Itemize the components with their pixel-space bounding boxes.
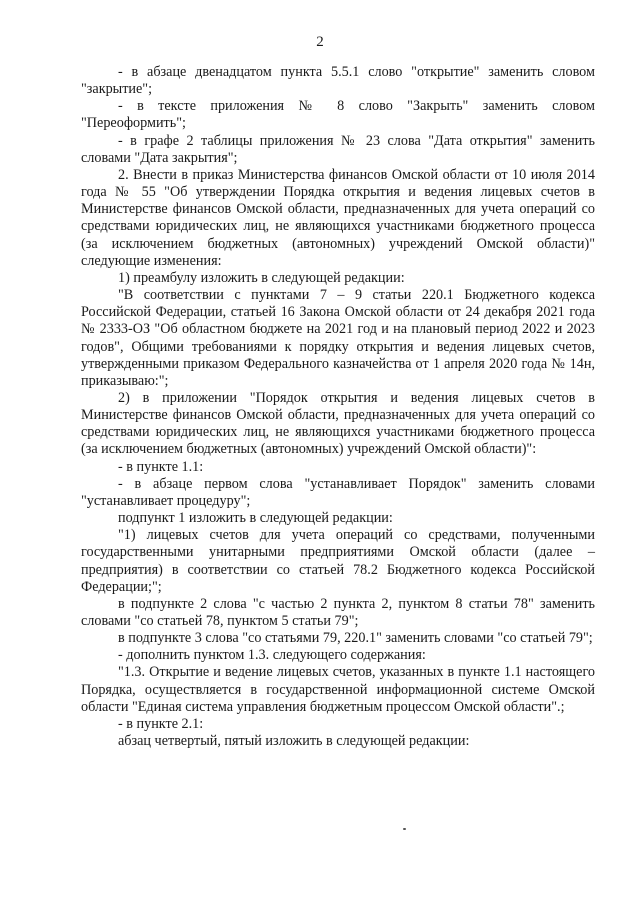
paragraph-subitem-1-intro: подпункт 1 изложить в следующей редакции: xyxy=(118,510,393,527)
paragraph-item-1-1: - в пункте 1.1: xyxy=(118,458,204,475)
paragraph-preamble-intro: 1) преамбулу изложить в следующей редакции: xyxy=(118,269,405,286)
paragraph-subitem-3: в подпункте 3 слова "со статьями 79, 220.1" заменить словами "со статьей 79"; xyxy=(118,630,593,647)
paragraph-appendix-order: 2) в приложении "Порядок открытия и ведения лицевых счетов в Министерстве финансов Омской области, предназначенных для учета операций со средствами юридических лиц, не являющихся участниками бюджетного процесса (за исключением бюджетных (автономных) учреждений Омской области)": xyxy=(81,389,595,458)
paragraph-item-2-1: - в пункте 2.1: xyxy=(118,715,204,732)
paragraph-subitem-2: в подпункте 2 слова "с частью 2 пункта 2, пунктом 8 статьи 78" заменить словами "со статьей 78, пунктом 5 статьи 79"; xyxy=(81,595,595,629)
document-body xyxy=(81,64,595,750)
paragraph-subitem-1-text: "1) лицевых счетов для учета операций со средствами, полученными государственными унитарными предприятиями Омской области (далее – предприятия) в соответствии со статьей 78.2 Бюджетного кодекса Российской Федерации;"; xyxy=(81,527,595,595)
paragraph-appendix-8: - в тексте приложения № 8 слово "Закрыть" заменить словом "Переоформить"; xyxy=(81,98,595,132)
paragraph-item-1-3-text: "1.3. Открытие и ведение лицевых счетов, указанных в пункте 1.1 настоящего Порядка, осуществляется в государственной информационной системе Омской области "Единая система управления бюджетным процессом Омской области".; xyxy=(81,664,595,715)
paragraph-replace-opening-word: - в абзаце двенадцатом пункта 5.5.1 слово "открытие" заменить словом "закрытие"; xyxy=(81,64,595,98)
paragraph-preamble-text: "В соответствии с пунктами 7 – 9 статьи 220.1 Бюджетного кодекса Российской Федерации, статьей 16 Закона Омской области от 24 декабря 2021 года № 2333-ОЗ "Об областном бюджете на 2021 год и на плановый период 2022 и 2023 годов", Общими требованиями к порядку открытия и ведения лицевых счетов, утвержденными приказом Федерального казначейства от 1 апреля 2020 года № 14н, приказываю:"; xyxy=(81,287,595,389)
paragraph-amend-order-55: 2. Внести в приказ Министерства финансов Омской области от 10 июля 2014 года № 55 "Об утверждении Порядка открытия и ведения лицевых счетов в Министерстве финансов Омской области, предназначенных для учета операций со средствами юридических лиц, не являющихся участниками бюджетного процесса (за исключением бюджетных (автономных) учреждений Омской области)" следующие изменения: xyxy=(81,166,595,269)
scan-speck xyxy=(403,828,406,830)
paragraph-add-item-1-3: - дополнить пунктом 1.3. следующего содержания: xyxy=(118,647,426,664)
paragraph-appendix-23: - в графе 2 таблицы приложения № 23 слова "Дата открытия" заменить словами "Дата закрытия"; xyxy=(81,132,595,166)
paragraph-fourth-fifth: абзац четвертый, пятый изложить в следующей редакции: xyxy=(118,733,470,750)
paragraph-first-subparagraph: - в абзаце первом слова "устанавливает Порядок" заменить словами "устанавливает процедуру"; xyxy=(81,475,595,509)
page-number: 2 xyxy=(316,34,324,50)
